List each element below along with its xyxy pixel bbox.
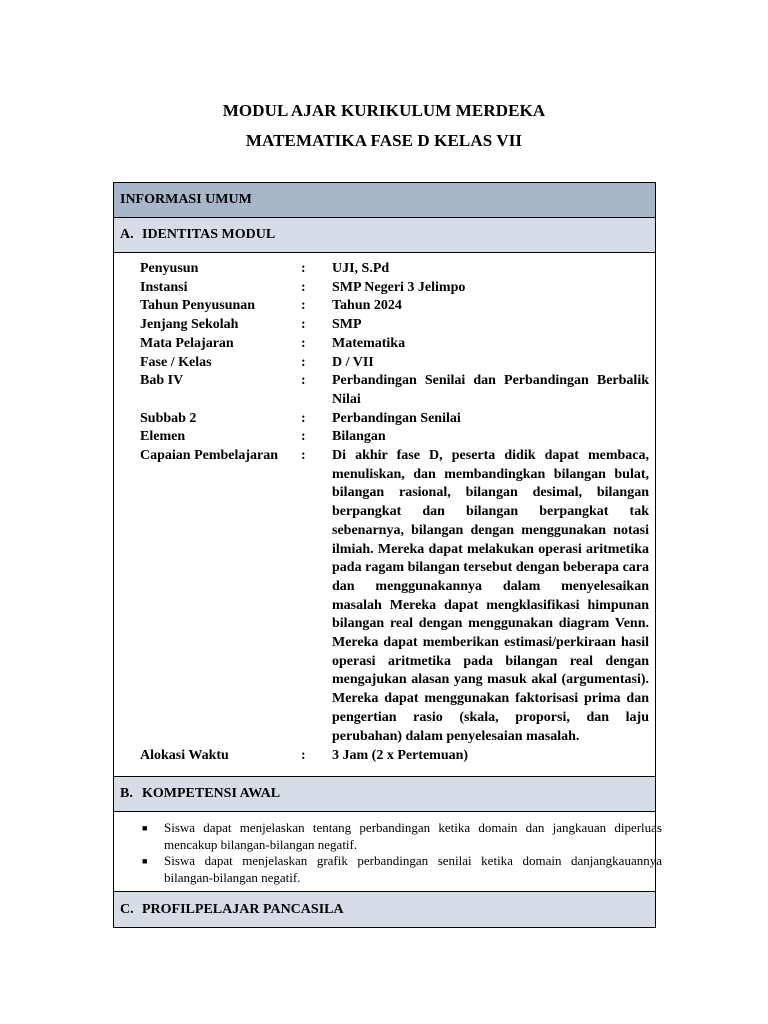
section-c-label: PROFILPELAJAR PANCASILA bbox=[142, 901, 344, 917]
identity-label: Instansi bbox=[140, 279, 188, 295]
document-title: MODUL AJAR KURIKULUM MERDEKA bbox=[222, 101, 546, 120]
identity-colon: : bbox=[301, 448, 306, 463]
identity-label: Subbab 2 bbox=[140, 410, 197, 426]
identity-section bbox=[114, 253, 655, 777]
identity-colon: : bbox=[301, 335, 306, 351]
identity-value: 3 Jam (2 x Pertemuan) bbox=[332, 747, 469, 763]
identity-colon: : bbox=[301, 373, 306, 389]
identity-label: Tahun Penyusunan bbox=[140, 298, 256, 314]
identity-label: Mata Pelajaran bbox=[140, 335, 234, 351]
informasi-umum-header bbox=[114, 183, 655, 218]
identity-value: Di akhir fase D, peserta didik dapat membaca, menuliskan, dan membandingkan bilangan bulat, bilangan rasional, bilangan desimal, bilangan berpangkat dan bilangan berpangkat tak sebenarnya, bilangan dengan menggunakan notasi ilmiah. Mereka dapat melakukan operasi aritmetika pada ragam bilangan tersebut dengan beberapa cara dan menggunakannya dalam menyelesaikan masalah Mereka dapat mengklasifikasi himpunan bilangan real dengan menggunakan diagram Venn. Mereka dapat memberikan estimasi/perkiraan hasil operasi aritmetika pada bilangan real dengan mengajukan alasan yang masuk akal (argumentasi). Mereka dapat menggunakan faktorisasi prima dan pengertian rasio (skala, proporsi, dan laju perubahan) dalam penyelesaian masalah. bbox=[332, 448, 649, 744]
section-b-letter: B. bbox=[120, 786, 133, 801]
identity-value: SMP bbox=[332, 317, 362, 333]
identity-label: Penyusun bbox=[140, 261, 199, 276]
identity-value: Matematika bbox=[332, 335, 406, 351]
identity-colon: : bbox=[301, 410, 306, 426]
informasi-umum-label: INFORMASI UMUM bbox=[120, 192, 252, 207]
identity-colon: : bbox=[301, 261, 306, 276]
section-a-header bbox=[114, 218, 655, 253]
identity-value: Bilangan bbox=[332, 429, 386, 445]
section-c-header bbox=[114, 892, 655, 927]
section-c-letter: C. bbox=[120, 901, 134, 917]
section-a-letter: A. bbox=[120, 227, 134, 242]
list-item-text: Siswa dapat menjelaskan grafik perbandingan senilai ketika domain danjangkauannya bilangan-bilangan negatif. bbox=[164, 853, 662, 885]
identity-value: Perbandingan Senilai dan Perbandingan Berbalik Nilai bbox=[332, 373, 649, 407]
identity-label: Elemen bbox=[140, 429, 186, 445]
identity-label: Alokasi Waktu bbox=[140, 747, 229, 763]
identity-colon: : bbox=[301, 279, 306, 295]
identity-colon: : bbox=[301, 747, 306, 763]
identity-colon: : bbox=[301, 354, 306, 370]
identity-label: Capaian Pembelajaran bbox=[140, 448, 279, 463]
list-item-text: Siswa dapat menjelaskan tentang perbandingan ketika domain dan jangkauan diperluas mencakup bilangan-bilangan negatif. bbox=[164, 820, 662, 852]
identity-colon: : bbox=[301, 317, 306, 333]
identity-value: Tahun 2024 bbox=[332, 298, 402, 314]
section-a-label: IDENTITAS MODUL bbox=[142, 227, 276, 242]
identity-value: Perbandingan Senilai bbox=[332, 410, 461, 426]
section-b-header bbox=[114, 777, 655, 812]
bullet-square-icon: ■ bbox=[142, 856, 148, 866]
module-info-table bbox=[113, 182, 662, 928]
identity-label: Bab IV bbox=[140, 373, 184, 389]
identity-label: Fase / Kelas bbox=[140, 354, 212, 370]
kompetensi-awal-list bbox=[114, 812, 662, 892]
identity-value: SMP Negeri 3 Jelimpo bbox=[332, 279, 466, 295]
document-subtitle: MATEMATIKA FASE D KELAS VII bbox=[245, 131, 523, 150]
identity-colon: : bbox=[301, 429, 306, 445]
section-b-label: KOMPETENSI AWAL bbox=[142, 786, 281, 801]
identity-value: UJI, S.Pd bbox=[332, 261, 390, 276]
identity-label: Jenjang Sekolah bbox=[140, 317, 239, 333]
identity-value: D / VII bbox=[332, 354, 374, 370]
bullet-square-icon: ■ bbox=[142, 823, 148, 833]
identity-colon: : bbox=[301, 298, 306, 314]
